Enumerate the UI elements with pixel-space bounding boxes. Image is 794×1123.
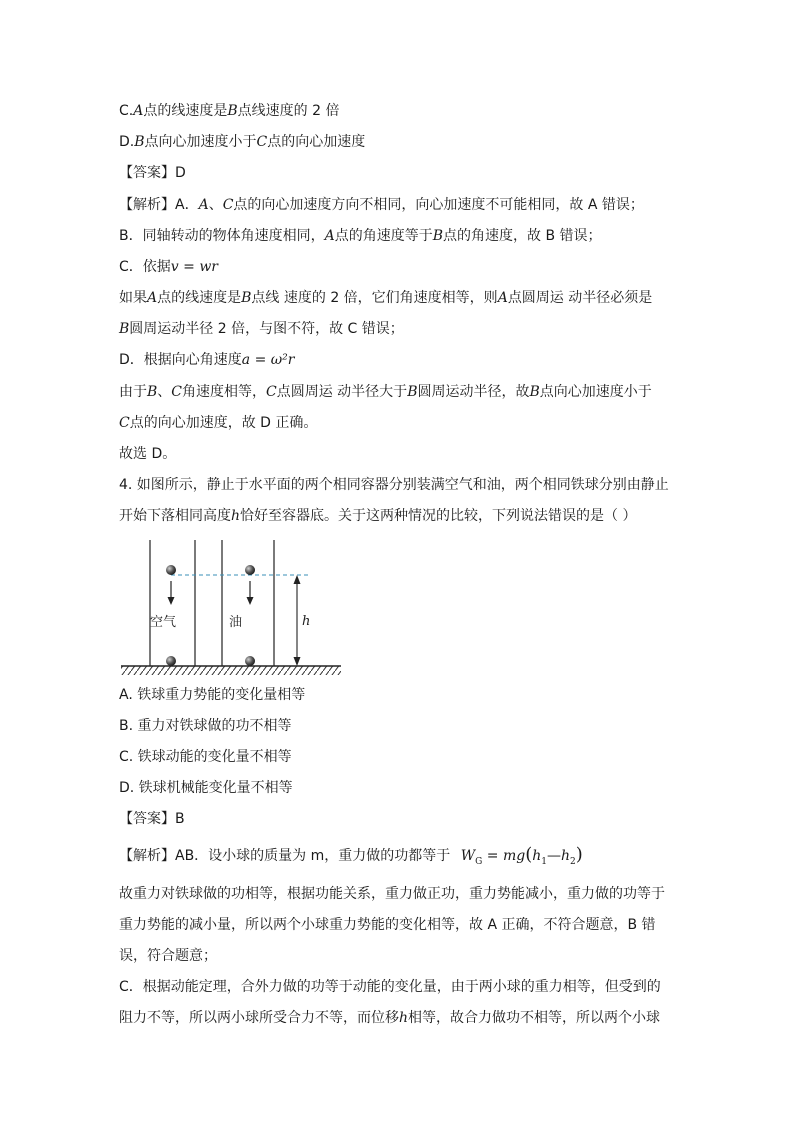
option-c-line: C.A点的线速度是B点线速度的 2 倍 [119, 103, 340, 119]
analysis-b-line: B．同轴转动的物体角速度相同，A点的角速度等于B点的角速度，故 B 错误； [119, 228, 602, 244]
formula-a-omega2r: a = ω²r [241, 352, 295, 368]
option-d-line: D.B点向心加速度小于C点的向心加速度 [119, 134, 366, 150]
label-h: h [302, 614, 311, 629]
analysis-c-line: C．依据v = wr [119, 259, 218, 275]
analysis-ab-line-4: 误，符合题意； [119, 948, 217, 964]
label-air: 空气 [150, 615, 177, 630]
analysis-c-line-3: B圆周运动半径 2 倍，与图不符，故 C 错误； [119, 321, 404, 337]
analysis-ab-line-3: 重力势能的减小量，所以两个小球重力势能的变化相等，故 A 正确，不符合题意，B 错 [119, 917, 656, 933]
air-ball-bottom [166, 656, 176, 666]
analysis-ab-line-2: 故重力对铁球做的功相等，根据功能关系，重力做正功，重力势能减小，重力做的功等于 [119, 886, 665, 902]
ground-hatch [121, 666, 341, 675]
analysis-d-line-2: 由于B、C角速度相等，C点圆周运 动半径大于B圆周运动半径，故B点向心加速度小于 [119, 384, 652, 400]
analysis-c2-line-2: 阻力不等，所以两小球所受合力不等，而位移h相等，故合力做功不相等，所以两个小球 [119, 1010, 661, 1026]
analysis-a-line: 【解析】A．A、C点的向心加速度方向不相同，向心加速度不可能相同，故 A 错误； [119, 197, 644, 213]
answer-line-2: 【答案】B [119, 811, 185, 827]
question-4-line-2: 开始下落相同高度h恰好至容器底。关于这两种情况的比较，下列说法错误的是（ ） [119, 508, 637, 524]
oil-ball-top [245, 565, 255, 575]
formula-work-gravity: $W_G$ = $mg(h_1—h_2)$ [460, 844, 583, 867]
option-a: A. 铁球重力势能的变化量相等 [119, 687, 306, 703]
label-oil: 油 [229, 615, 243, 630]
air-ball-top [166, 565, 176, 575]
choose-line: 故选 D。 [119, 446, 177, 462]
option-d: D. 铁球机械能变化量不相等 [119, 780, 293, 796]
oil-ball-bottom [245, 656, 255, 666]
analysis-d-line: D．根据向心角速度a = ω²r [119, 352, 295, 368]
question-4-line-1: 4. 如图所示，静止于水平面的两个相同容器分别装满空气和油，两个相同铁球分别由静止 [119, 477, 669, 493]
analysis-ab-line: 【解析】AB．设小球的质量为 m，重力做的功都等于 $W_G$ = $mg(h_1—h_2)$ [119, 844, 583, 867]
formula-v-wr: v = wr [170, 259, 218, 275]
containers-figure [119, 535, 349, 677]
analysis-c-line-2: 如果A点的线速度是B点线 速度的 2 倍，它们角速度相等，则A点圆周运 动半径必须是 [119, 290, 653, 306]
analysis-c2-line: C．根据动能定理，合外力做的功等于动能的变化量，由于两小球的重力相等，但受到的 [119, 979, 661, 995]
analysis-d-line-3: C点的向心加速度，故 D 正确。 [119, 415, 318, 431]
option-b: B. 重力对铁球做的功不相等 [119, 718, 292, 734]
answer-line: 【答案】D [119, 165, 186, 181]
option-c: C. 铁球动能的变化量不相等 [119, 749, 292, 765]
